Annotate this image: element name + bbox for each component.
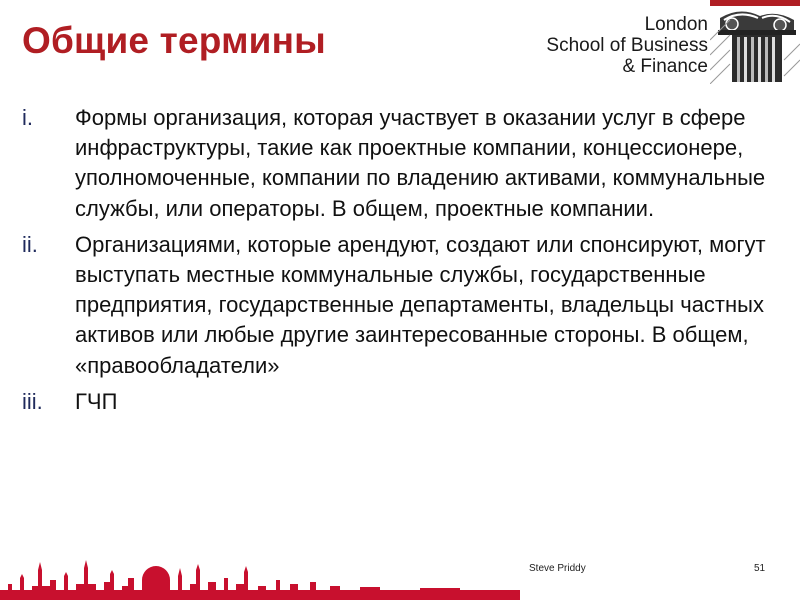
logo-line-3: & Finance <box>622 56 708 77</box>
logo-wordmark <box>546 14 708 77</box>
bullet-list <box>22 103 782 423</box>
list-item-text: Формы организация, которая участвует в оказании услуг в сфере инфраструктуры, такие как проектные компании, концессионере, уполномоченные, компании по владению активами, коммунальные службы, или операторы. В общем, проектные компании. <box>75 105 766 221</box>
footer-author: Steve Priddy <box>529 563 586 574</box>
london-skyline-icon <box>0 540 520 600</box>
list-item-text: ГЧП <box>75 388 118 414</box>
page-number: 51 <box>754 563 766 574</box>
list-marker: i. <box>22 105 33 130</box>
list-marker: iii. <box>22 388 43 414</box>
list-item-text: Организациями, которые арендуют, создают или спонсируют, могут выступать местные коммунальные службы, государственные предприятия, государственные департаменты, владельцы частных активов или любые другие заинтересованные стороны. В общем, «правообладатели» <box>75 231 766 378</box>
school-logo <box>520 0 800 92</box>
slide-title: Общие термины <box>22 20 326 61</box>
logo-line-1: London <box>644 14 708 35</box>
list-marker: ii. <box>22 231 38 257</box>
list-item <box>22 387 782 417</box>
list-item <box>22 103 782 224</box>
column-capital-icon <box>710 0 800 84</box>
list-item <box>22 230 782 381</box>
logo-line-2: School of Business <box>546 35 708 56</box>
